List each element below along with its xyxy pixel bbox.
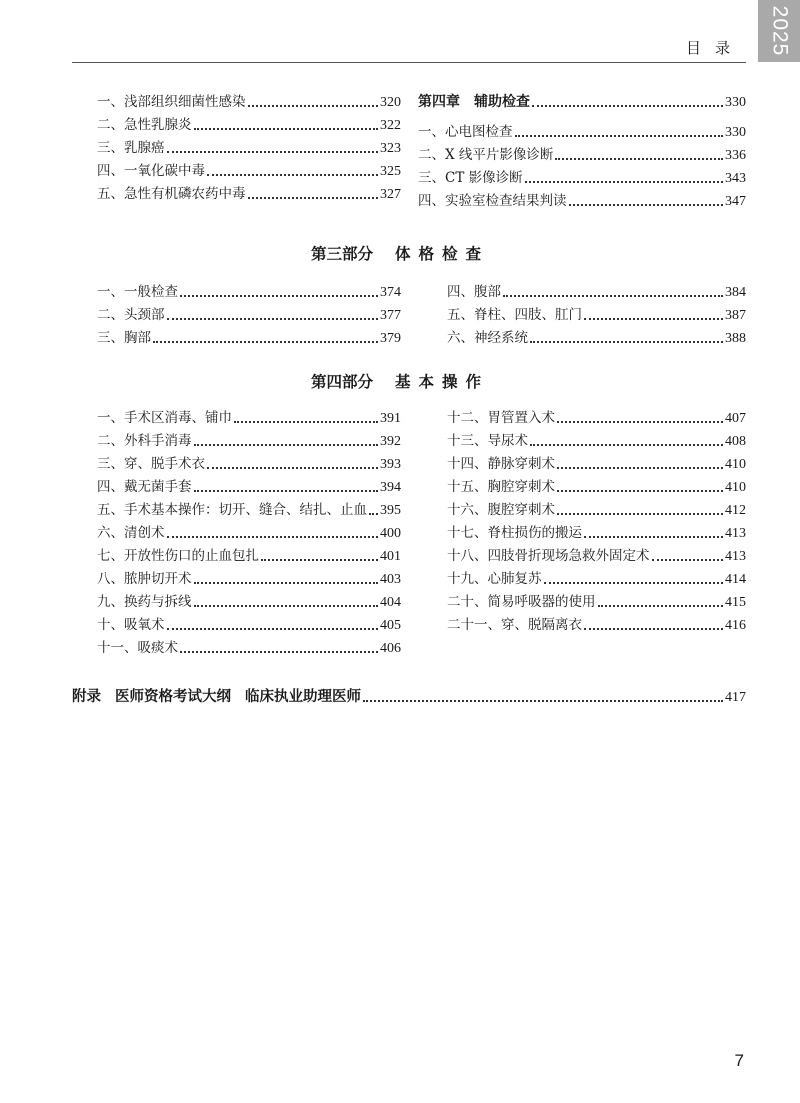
toc-entry[interactable] — [447, 454, 746, 474]
leader-dots — [153, 340, 378, 343]
toc-entry-page: 406 — [380, 641, 401, 656]
leader-dots — [515, 134, 724, 137]
toc-entry-page: 391 — [380, 411, 401, 426]
toc-entry-page: 377 — [380, 308, 401, 323]
toc-entry-page: 343 — [725, 171, 746, 186]
toc-entry-label: 四、一氧化碳中毒 — [97, 163, 205, 179]
toc-entry-label: 七、开放性伤口的止血包扎 — [97, 548, 259, 564]
toc-entry-page: 410 — [725, 457, 746, 472]
leader-dots — [194, 443, 379, 446]
toc-entry-page: 416 — [725, 618, 746, 633]
toc-entry-label: 二、X 线平片影像诊断 — [418, 147, 554, 163]
leader-dots — [652, 558, 724, 561]
toc-entry-label: 一、心电图检查 — [418, 124, 513, 140]
toc-entry-label: 二、急性乳腺炎 — [97, 117, 192, 133]
toc-entry-page: 410 — [725, 480, 746, 495]
toc-entry-page: 415 — [725, 595, 746, 610]
toc-part4-right-column — [447, 408, 746, 642]
toc-entry-page: 404 — [380, 595, 401, 610]
toc-entry-label: 二、头颈部 — [97, 307, 165, 323]
toc-entry-label: 三、CT 影像诊断 — [418, 170, 523, 186]
leader-dots — [167, 150, 379, 153]
toc-entry-page: 393 — [380, 457, 401, 472]
leader-dots — [248, 196, 379, 199]
toc-entry-label: 一、一般检查 — [97, 284, 178, 300]
toc-entry-page: 388 — [725, 331, 746, 346]
toc-entry-label: 四、腹部 — [447, 284, 501, 300]
toc-entry[interactable] — [97, 615, 401, 635]
toc-entry-label: 五、手术基本操作：切开、缝合、结扎、止血 — [97, 502, 367, 518]
leader-dots — [555, 157, 723, 160]
toc-entry-label: 十九、心肺复苏 — [447, 571, 542, 587]
toc-entry-label: 三、乳腺癌 — [97, 140, 165, 156]
toc-part3-left-column — [97, 282, 401, 352]
leader-dots — [261, 558, 378, 561]
toc-entry-label: 六、清创术 — [97, 525, 165, 541]
toc-entry-label: 八、脓肿切开术 — [97, 571, 192, 587]
toc-entry-page: 414 — [725, 572, 746, 587]
toc-appendix[interactable] — [72, 686, 746, 708]
toc-entry-label: 十、吸氧术 — [97, 617, 165, 633]
leader-dots — [525, 180, 723, 183]
toc-entry-page: 320 — [380, 95, 401, 110]
toc-entry-label: 十六、腹腔穿刺术 — [447, 502, 555, 518]
toc-entry-page: 336 — [725, 148, 746, 163]
leader-dots — [194, 604, 379, 607]
toc-entry-label: 一、浅部组织细菌性感染 — [97, 94, 246, 110]
page-number: 7 — [734, 1051, 744, 1070]
toc-entry[interactable] — [447, 546, 746, 566]
toc-entry[interactable] — [97, 408, 401, 428]
toc-entry-label: 十八、四肢骨折现场急救外固定术 — [447, 548, 650, 564]
toc-entry[interactable] — [97, 431, 401, 451]
leader-dots — [569, 203, 724, 206]
part3-title: 第三部分 体格检查 — [310, 245, 490, 263]
leader-dots — [557, 512, 723, 515]
toc-entry-page: 413 — [725, 526, 746, 541]
toc-entry-page: 327 — [380, 187, 401, 202]
toc-entry[interactable] — [447, 328, 746, 348]
toc-entry-label: 十四、静脉穿刺术 — [447, 456, 555, 472]
leader-dots — [544, 581, 724, 584]
toc-entry[interactable] — [447, 523, 746, 543]
toc-entry[interactable] — [447, 615, 746, 635]
leader-dots — [557, 489, 723, 492]
leader-dots — [584, 535, 723, 538]
leader-dots — [369, 512, 378, 515]
toc-part4-left-column — [97, 408, 401, 664]
toc-entry[interactable] — [97, 305, 401, 325]
toc-part3-right-column — [447, 282, 746, 352]
leader-dots — [557, 466, 723, 469]
toc-entry[interactable] — [97, 523, 401, 543]
leader-dots — [167, 535, 379, 538]
toc-entry-page: 412 — [725, 503, 746, 518]
leader-dots — [557, 420, 723, 423]
toc-entry[interactable] — [447, 408, 746, 428]
header-title: 目录 — [685, 39, 744, 57]
leader-dots — [194, 127, 379, 130]
leader-dots — [584, 627, 723, 630]
toc-entry[interactable] — [447, 500, 746, 520]
toc-entry[interactable] — [97, 592, 401, 612]
appendix-title: 医师资格考试大纲 — [115, 689, 231, 705]
leader-dots — [194, 489, 379, 492]
toc-entry-label: 四、戴无菌手套 — [97, 479, 192, 495]
toc-entry-page: 384 — [725, 285, 746, 300]
toc-entry[interactable] — [447, 569, 746, 589]
toc-entry-page: 401 — [380, 549, 401, 564]
toc-chapter-4[interactable] — [418, 92, 746, 112]
toc-entry[interactable] — [97, 500, 401, 520]
leader-dots — [167, 317, 379, 320]
toc-entry-label: 一、手术区消毒、铺巾 — [97, 410, 232, 426]
leader-dots — [234, 420, 378, 423]
leader-dots — [532, 104, 723, 107]
toc-entry-page: 330 — [725, 125, 746, 140]
toc-entry[interactable] — [447, 431, 746, 451]
toc-entry-page: 395 — [380, 503, 401, 518]
leader-dots — [584, 317, 723, 320]
toc-part2-left-column — [97, 92, 401, 212]
leader-dots — [180, 650, 378, 653]
toc-entry-label: 二十、简易呼吸器的使用 — [447, 594, 596, 610]
toc-part2-right-column — [418, 92, 746, 212]
toc-entry-page: 347 — [725, 194, 746, 209]
leader-dots — [207, 466, 378, 469]
toc-entry[interactable] — [97, 328, 401, 348]
leader-dots — [530, 443, 723, 446]
toc-chapter-label: 第四章 辅助检查 — [418, 94, 530, 110]
header-rule — [72, 62, 746, 63]
toc-entry[interactable] — [97, 569, 401, 589]
toc-entry-label: 十一、吸痰术 — [97, 640, 178, 656]
toc-entry-page: 379 — [380, 331, 401, 346]
toc-entry-page: 400 — [380, 526, 401, 541]
toc-entry-label: 五、脊柱、四肢、肛门 — [447, 307, 582, 323]
toc-chapter-page: 330 — [725, 95, 746, 110]
toc-entry[interactable] — [97, 184, 401, 204]
toc-entry-page: 394 — [380, 480, 401, 495]
toc-entry-page: 323 — [380, 141, 401, 156]
toc-entry[interactable] — [418, 191, 746, 211]
leader-dots — [207, 173, 378, 176]
leader-dots — [180, 294, 378, 297]
toc-entry-label: 三、胸部 — [97, 330, 151, 346]
leader-dots — [530, 340, 723, 343]
toc-entry-page: 407 — [725, 411, 746, 426]
toc-entry[interactable] — [97, 546, 401, 566]
leader-dots — [598, 604, 724, 607]
toc-entry[interactable] — [447, 592, 746, 612]
toc-entry[interactable] — [418, 145, 746, 165]
toc-entry-label: 三、穿、脱手术衣 — [97, 456, 205, 472]
toc-entry-page: 403 — [380, 572, 401, 587]
toc-entry-label: 十二、胃管置入术 — [447, 410, 555, 426]
leader-dots — [194, 581, 379, 584]
toc-entry-label: 二十一、穿、脱隔离衣 — [447, 617, 582, 633]
toc-entry-page: 413 — [725, 549, 746, 564]
toc-entry-label: 二、外科手消毒 — [97, 433, 192, 449]
leader-dots — [248, 104, 379, 107]
toc-entry-label: 十三、导尿术 — [447, 433, 528, 449]
toc-entry-page: 325 — [380, 164, 401, 179]
toc-entry[interactable] — [97, 477, 401, 497]
part4-title: 第四部分 基本操作 — [310, 373, 490, 391]
toc-entry-label: 六、神经系统 — [447, 330, 528, 346]
appendix-subtitle: 临床执业助理医师 — [245, 689, 361, 705]
toc-entry[interactable] — [447, 305, 746, 325]
toc-entry[interactable] — [418, 122, 746, 142]
appendix-prefix: 附录 — [72, 689, 101, 705]
toc-entry-page: 405 — [380, 618, 401, 633]
toc-entry[interactable] — [97, 454, 401, 474]
toc-entry[interactable] — [97, 138, 401, 158]
toc-entry[interactable] — [447, 477, 746, 497]
toc-entry-page: 392 — [380, 434, 401, 449]
year-tab: 2025 — [758, 0, 800, 62]
toc-entry[interactable] — [97, 161, 401, 181]
toc-entry[interactable] — [97, 282, 401, 302]
toc-entry[interactable] — [97, 115, 401, 135]
toc-entry-page: 408 — [725, 434, 746, 449]
toc-entry[interactable] — [97, 92, 401, 112]
toc-entry-page: 387 — [725, 308, 746, 323]
toc-entry[interactable] — [97, 638, 401, 658]
leader-dots — [503, 294, 723, 297]
leader-dots — [167, 627, 379, 630]
toc-entry-label: 五、急性有机磷农药中毒 — [97, 186, 246, 202]
toc-entry-label: 四、实验室检查结果判读 — [418, 193, 567, 209]
toc-entry-page: 322 — [380, 118, 401, 133]
leader-dots — [363, 699, 723, 702]
toc-entry-label: 九、换药与拆线 — [97, 594, 192, 610]
toc-entry-label: 十七、脊柱损伤的搬运 — [447, 525, 582, 541]
toc-entry[interactable] — [418, 168, 746, 188]
appendix-page: 417 — [725, 690, 746, 705]
toc-entry-label: 十五、胸腔穿刺术 — [447, 479, 555, 495]
toc-entry[interactable] — [447, 282, 746, 302]
toc-entry-page: 374 — [380, 285, 401, 300]
